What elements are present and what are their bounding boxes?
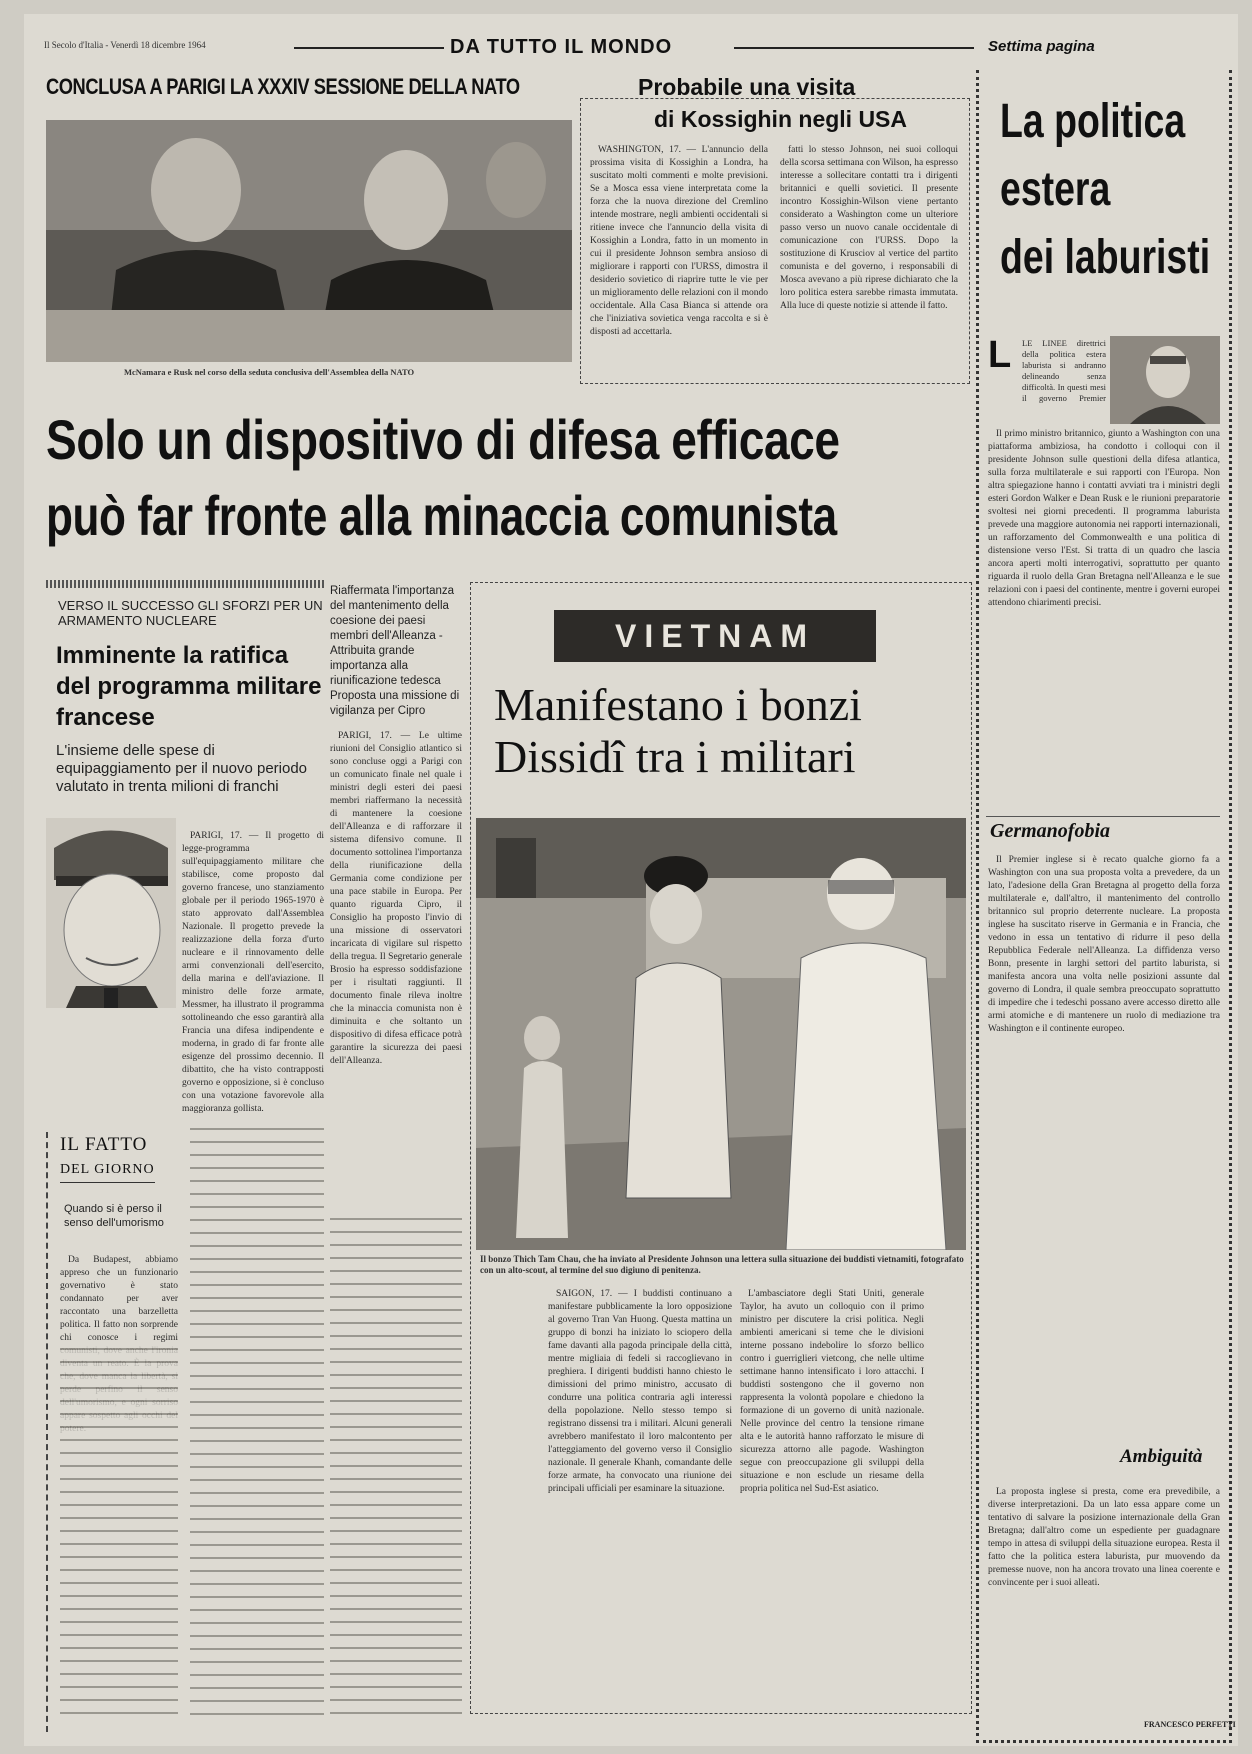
germanofobia-body <box>988 854 1220 1434</box>
vietnam-col2-text: L'ambasciatore degli Stati Uniti, generale Taylor, ha avuto un colloquio con il primo ministro per discutere la crisi politica. Negli ambienti americani si teme che le divisioni interne possano indebolire lo sforzo bellico contro i guerriglieri vietcong, che nelle ultime settimane hanno intensificato i loro attacchi. I buddisti sostengono che il governo non rappresenta la volontà popolare e chiedono la formazione di un governo di unità nazionale. Nelle province del centro la tensione rimane alta e le autorità hanno rafforzato le misure di sicurezza attorno alle pagode. Washington segue con preoccupazione gli sviluppi della situazione e non esclude un riesame della propria politica nel Sud-Est asiatico. <box>740 1289 924 1494</box>
francia-body-text: PARIGI, 17. — Il progetto di legge-programma sull'equipaggiamento militare che stabilisce, come proposto dal governo francese, uno stanziamento globale per il periodo 1965-1970 è stato approvato dall'Assemblea Nazionale. Il progetto prevede la realizzazione della forza d'urto nucleare e il rinnovamento delle armi convenzionali dell'esercito, della marina e dell'aviazione. Il ministro delle forze armate, Messmer, ha illustrato il programma sottolineando che esso garantirà alla Francia una difesa indipendente e moderna, in grado di far fronte alle esigenze del prossimo decennio. Il dibattito, che ha visto contrapposti governo e opposizione, si è concluso con una votazione favorevole alla maggioranza gollista. <box>182 831 324 1114</box>
cipro-body-text: PARIGI, 17. — Le ultime riunioni del Consiglio atlantico si sono concluse oggi a Parigi con un comunicato finale nel quale i ministri degli esteri dei paesi membri riaffermano la necessità di mantenere la coesione dell'Alleanza e di rafforzare il sistema difensivo comune. Il documento sottolinea l'importanza della riunificazione della Germania come condizione per una pace stabile in Europa. Per quanto riguarda Cipro, il Consiglio ha proposto l'invio di una missione di osservatori incaricata di vigilare sul rispetto della tregua. Il Segretario generale Brosio ha espresso soddisfazione per i risultati raggiunti. Il documento finale rileva inoltre che la minaccia comunista non è diminuita e che soltanto un dispositivo di difesa efficace potrà garantire la sicurezza dei paesi dell'Alleanza. <box>330 731 462 1066</box>
cipro-filler-lines <box>330 1214 462 1724</box>
germanofobia-rule <box>986 816 1220 817</box>
header-date: Il Secolo d'Italia - Venerdì 18 dicembre 1964 <box>44 40 206 50</box>
laburisti-body <box>988 428 1220 808</box>
vietnam-headline-1: Manifestano i bonzi <box>494 679 862 730</box>
laburisti-body-text: Il primo ministro britannico, giunto a Washington con una piattaforma ambiziosa, ha condotto i colloqui con il presidente Johnson sulle questioni della difesa atlantica, sulla forza multilaterale e sui rapporti con l'Europa. Non altra spiegazione hanno i contatti avviati tra i ministri degli esteri Gordon Walker e Dean Rusk e le riunioni preparatorie svoltesi nei giorni precedenti. Il programma laburista prevede una maggiore autonomia nei rapporti internazionali, un rafforzamento del Commonwealth e una politica di distensione verso l'Est. Si tratta di un quadro che lascia ancora aperti molti interrogativi, soprattutto per quanto riguarda il ruolo della Gran Bretagna nell'Alleanza e le sue relazioni con i paesi del continente, mentre i governi europei attendono chiarimenti precisi. <box>988 429 1220 608</box>
vietnam-col1 <box>548 1288 732 1708</box>
vietnam-col1-text: SAIGON, 17. — I buddisti continuano a manifestare pubblicamente la loro opposizione al governo Tran Van Huong. Questa mattina un gruppo di bonzi ha iniziato lo sciopero della fame davanti alla pagoda principale della città, mentre migliaia di fedeli si raccoglievano in preghiera. I dirigenti buddisti hanno chiesto le dimissioni del primo ministro, accusato di condurre una politica contraria agli interessi della popolazione. Nello stesso tempo si registrano dissensi tra i militari. Alcuni generali avrebbero manifestato il loro malcontento per l'atteggiamento del governo verso il Consiglio nazionale. Il generale Khanh, comandante delle forze armate, ha convocato una riunione dei principali ufficiali per esaminare la situazione. <box>548 1289 732 1494</box>
nato-photo-image <box>46 120 572 362</box>
cipro-body <box>330 730 462 1210</box>
germanofobia-title: Germanofobia <box>990 820 1110 842</box>
francia-body <box>182 830 324 1120</box>
kossighin-col2 <box>780 144 958 376</box>
laburisti-title-1: La politica <box>1000 95 1186 148</box>
francia-filler-lines <box>190 1124 324 1724</box>
cipro-headline: Riaffermata l'importanza del mantenimento della coesione dei paesi membri dell'Alleanza - Attribuita grande importanza alla riunificazione tedesca Proposta una missione di vigilanza per Cipro <box>330 585 460 717</box>
wilson-portrait-image <box>1110 336 1220 424</box>
kossighin-headline-2: di Kossighin negli USA <box>654 106 908 132</box>
ambiguita-body-text: La proposta inglese si presta, come era prevedibile, a diverse interpretazioni. Da un lato essa appare come un tentativo di salvare la posizione internazionale della Gran Bretagna; dall'altro come un espediente per guadagnare tempo in attesa di sviluppi della situazione europea. Resta il fatto che la politica estera laburista, pur muovendo da premesse nuove, non ha ancora trovato una linea coerente e convincente per i suoi alleati. <box>988 1487 1220 1588</box>
vietnam-photo <box>476 818 966 1250</box>
header-page-label: Settima pagina <box>988 38 1095 55</box>
vietnam-banner-label: VIETNAM <box>615 618 815 654</box>
newspaper-page <box>24 14 1238 1746</box>
vietnam-banner <box>554 610 876 662</box>
francia-subhead: L'insieme delle spese di equipaggiamento per il nuovo periodo valutato in trenta milioni di franchi <box>56 742 308 795</box>
kossighin-col1-text: WASHINGTON, 17. — L'annuncio della prossima visita di Kossighin a Londra, ha suscitato molti commenti e molte previsioni. Se a Mosca essa viene interpretata come la forza che la nuova direzione del Cremlino intende mostrare, negli ambienti occidentali si ritiene invece che l'annuncio della visita di Kossighin a Londra, fatto in un momento in cui il presidente Johnson sembra ansioso di migliorare i rapporti con l'URSS, dimostra il desiderio sovietico di riaprire tutte le vie per un miglioramento delle relazioni con il mondo occidentale. Alla Casa Bianca si attende ora che l'iniziativa sovietica venga raccolta e si è disposti ad accettarla. <box>590 145 768 337</box>
ambiguita-body <box>988 1486 1220 1716</box>
de-gaulle-portrait-image <box>46 818 176 1008</box>
fatto-filler-lines <box>60 1344 178 1724</box>
vietnam-col2 <box>740 1288 924 1708</box>
header-rule-right <box>734 47 974 49</box>
drop-cap: L <box>988 334 1012 376</box>
page-header <box>44 36 1224 58</box>
vietnam-photo-image <box>476 818 966 1250</box>
fatto-body-text: Da Budapest, abbiamo appreso che un funzionario governativo è stato condannato per aver raccontato una barzelletta politica. Il fatto non sorprende chi conosce i regimi <box>60 1255 178 1343</box>
laburisti-title-3: dei laburisti <box>1000 231 1211 284</box>
kossighin-headline-1: Probabile una visita <box>638 74 856 100</box>
nato-photo <box>46 120 572 362</box>
francia-headline: Imminente la ratifica del programma militare francese <box>56 642 322 731</box>
nato-photo-caption: McNamara e Rusk nel corso della seduta conclusiva dell'Assemblea della NATO <box>124 367 415 377</box>
laburisti-intro-text: LE LINEE direttrici della politica estera laburista si andranno delineando senza difficoltà. In questi mesi il governo Premier <box>1022 338 1106 403</box>
vietnam-photo-caption: Il bonzo Thich Tam Chau, che ha inviato al Presidente Johnson una lettera sulla situazione dei buddisti vietnamiti, fotografato con un alto-scout, al termine del suo digiuno di penitenza. <box>480 1254 964 1275</box>
laburisti-title-2: estera <box>1000 163 1111 216</box>
fatto-title: IL FATTO <box>60 1134 148 1155</box>
laburisti-intro <box>1022 338 1106 404</box>
fatto-subtitle: DEL GIORNO <box>60 1162 155 1183</box>
de-gaulle-portrait <box>46 818 176 1008</box>
germanofobia-body-text: Il Premier inglese si è recato qualche giorno fa a Washington con una sua proposta volta a prevedere, da un lato, l'adesione della Gran Bretagna al progetto della forza multilaterale e, dall'altro, il mantenimento del controllo britannico sul proprio deterrente nucleare. La proposta inglese ha suscitato riserve in Germania e in Francia, che vedono in essa un tentativo di ridurre il peso della Repubblica Federale nell'Alleanza. La diffidenza verso Bonn, presente in larghi settori del partito laburista, si manifesta ancora una volta nelle posizioni assunte dal governo di Londra, il quale sembra preoccupato soprattutto di impedire che i tedeschi possano avere accesso diretto alle armi atomiche e di mantenere un ruolo di mediazione tra Washington e il continente europeo. <box>988 855 1220 1034</box>
wilson-portrait <box>1110 336 1220 424</box>
kossighin-col2-text: fatti lo stesso Johnson, nei suoi colloqui della scorsa settimana con Wilson, ha espresso interesse a sollecitare contatti tra i dirigenti britannici e quelli sovietici. Il presente incontro Kossighin-Wilson viene pertanto considerato a Washington come un ulteriore passo verso un nuovo canale occidentale di comunicazione con l'URSS. Dopo la sostituzione di Krusciov al vertice del partito comunista e del governo, i responsabili di Mosca avevano a più riprese dichiarato che la loro politica estera sarebbe rimasta immutata. Alla luce di queste notizie si attende il fatto. <box>780 145 958 311</box>
francia-top-rule <box>46 580 326 588</box>
kossighin-col1 <box>590 144 768 376</box>
fatto-lead: Quando si è perso il senso dell'umorismo <box>64 1203 164 1229</box>
main-headline-line2: può far fronte alla minaccia comunista <box>46 484 837 547</box>
laburisti-signature: FRANCESCO PERFETTI <box>1144 1720 1236 1729</box>
header-section-title: DA TUTTO IL MONDO <box>450 36 673 58</box>
nato-headline: CONCLUSA A PARIGI LA XXXIV SESSIONE DELLA NATO <box>46 74 520 99</box>
header-rule-left <box>294 47 444 49</box>
francia-kicker: VERSO IL SUCCESSO GLI SFORZI PER UN ARMAMENTO NUCLEARE <box>58 598 323 628</box>
main-headline-line1: Solo un dispositivo di difesa efficace <box>46 408 840 471</box>
ambiguita-title: Ambiguità <box>1120 1446 1203 1467</box>
vietnam-headline-2: Dissidî tra i militari <box>494 731 856 782</box>
